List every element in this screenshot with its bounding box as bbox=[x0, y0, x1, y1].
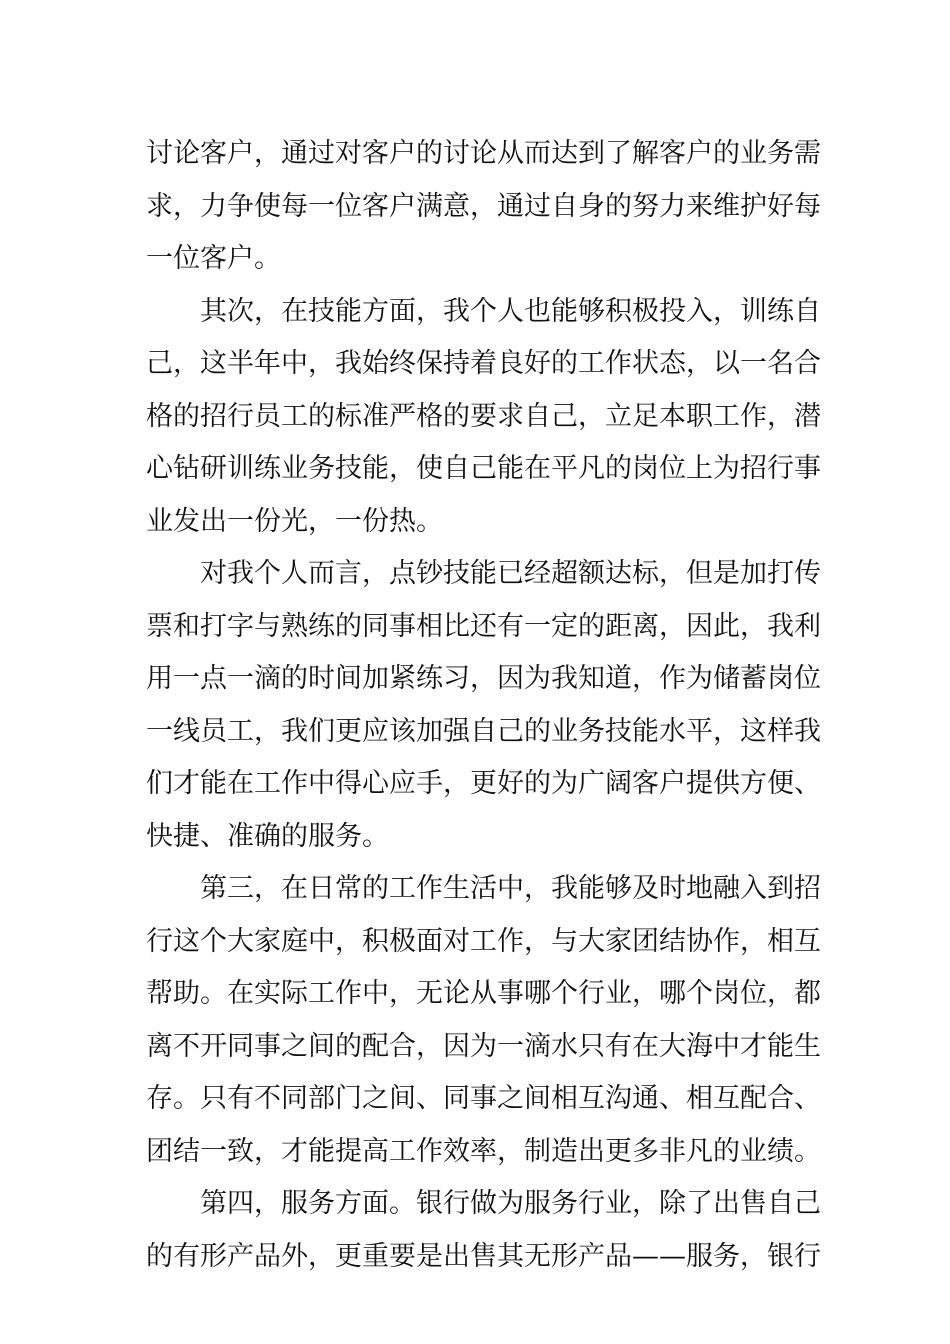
text-line: 的有形产品外，更重要是出售其无形产品——服务，银行 bbox=[146, 1240, 821, 1272]
text-line: 离不开同事之间的配合，因为一滴水只有在大海中才能生 bbox=[146, 1030, 821, 1062]
document-body bbox=[146, 128, 821, 1283]
text-line: 业发出一份光，一份热。 bbox=[146, 505, 443, 537]
text-line: 心钻研训练业务技能，使自己能在平凡的岗位上为招行事 bbox=[146, 453, 821, 484]
text-line: 帮助。在实际工作中，无论从事哪个行业，哪个岗位，都 bbox=[146, 978, 821, 1009]
text-line: 己，这半年中，我始终保持着良好的工作状态，以一名合 bbox=[146, 348, 821, 379]
text-line: 一位客户。 bbox=[146, 243, 281, 274]
text-line: 快捷、准确的服务。 bbox=[146, 820, 389, 852]
text-line: 讨论客户，通过对客户的讨论从而达到了解客户的业务需 bbox=[146, 138, 821, 169]
text-line: 票和打字与熟练的同事相比还有一定的距离，因此，我利 bbox=[146, 610, 821, 642]
text-line: 团结一致，才能提高工作效率，制造出更多非凡的业绩。 bbox=[146, 1135, 821, 1167]
text-line: 行这个大家庭中，积极面对工作，与大家团结协作，相互 bbox=[146, 925, 821, 957]
text-line: 用一点一滴的时间加紧练习，因为我知道，作为储蓄岗位 bbox=[146, 663, 821, 694]
text-line: 格的招行员工的标准严格的要求自己，立足本职工作，潜 bbox=[146, 400, 821, 432]
paragraph-first-line: 对我个人而言，点钞技能已经超额达标，但是加打传 bbox=[200, 558, 821, 589]
paragraph-first-line: 其次，在技能方面，我个人也能够积极投入，训练自 bbox=[200, 295, 821, 327]
text-line: 一线员工，我们更应该加强自己的业务技能水平，这样我 bbox=[146, 715, 821, 747]
text-line: 们才能在工作中得心应手，更好的为广阔客户提供方便、 bbox=[146, 768, 821, 799]
text-line: 求，力争使每一位客户满意，通过自身的努力来维护好每 bbox=[146, 190, 821, 222]
paragraph-first-line: 第三，在日常的工作生活中，我能够及时地融入到招 bbox=[200, 873, 821, 904]
text-line: 存。只有不同部门之间、同事之间相互沟通、相互配合、 bbox=[146, 1083, 821, 1114]
paragraph-first-line: 第四，服务方面。银行做为服务行业，除了出售自己 bbox=[200, 1188, 821, 1219]
